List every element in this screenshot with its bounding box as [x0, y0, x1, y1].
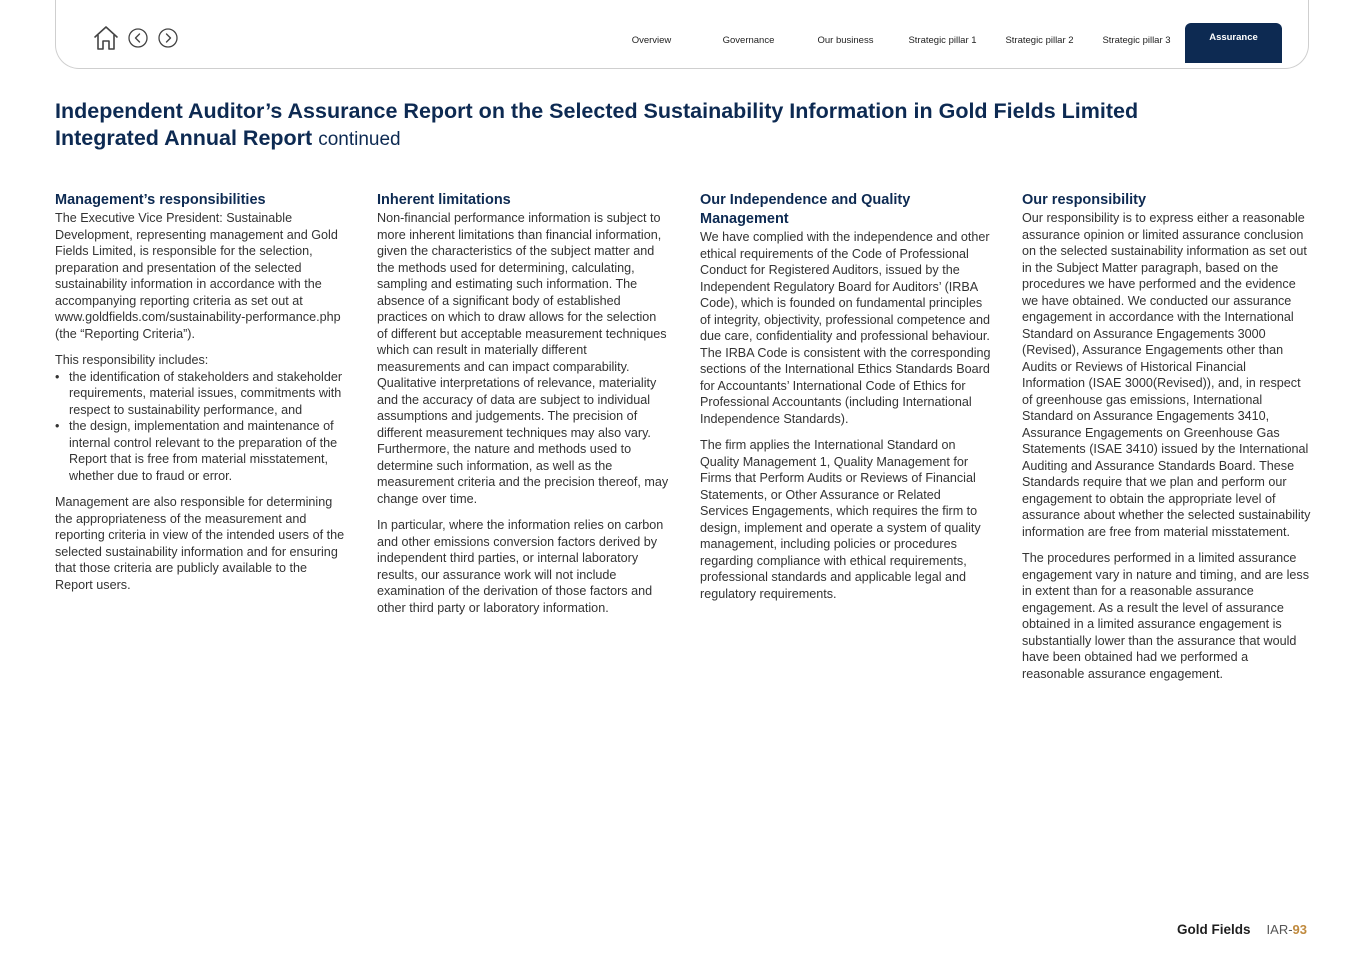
page-title-suffix: continued [318, 129, 401, 150]
page-title-main: Independent Auditor’s Assurance Report on the Selected Sustainability Information in Gold Fields Limited Integrated Annual Report [55, 99, 1139, 150]
chevron-left-icon[interactable] [128, 28, 148, 48]
section-heading: Management’s responsibilities [55, 192, 266, 208]
paragraph: We have complied with the independence and other ethical requirements of the Code of Professional Conduct for Registered Auditors, issued by the Independent Regulatory Board for Auditors’ (IRBA Code), which is founded on fundamental principles of integrity, objectivity, professional competence and due care, confidentiality and professional behaviour. The IRBA Code is consistent with the corresponding sections of the International Ethics Standards Board for Accountants’ International Code of Ethics for Professional Accountants (including International Independence Standards). [700, 230, 991, 426]
tab-our-business[interactable]: Our business [817, 34, 874, 46]
paragraph: Non-financial performance information is subject to more inherent limitations than financial information, given the characteristics of the subject matter and the methods used for determining, calculating, sampling and estimating such information. The absence of a significant body of established practices on which to draw allows for the selection of different but acceptable measurement techniques which can result in materially different measurements and can impact comparability. Qualitative interpretations of relevance, materiality and the accuracy of data are subject to individual assumptions and judgements. The precision of different measurement techniques may also vary. Furthermore, the nature and methods used to determine such information, as well as the measurement criteria and the precision thereof, may change over time. [377, 211, 669, 506]
paragraph: Our responsibility is to express either a reasonable assurance opinion or limited assurance conclusion on the selected sustainability information as set out in the Subject Matter paragraph, based on the procedures we have performed and the evidence we have obtained. We conducted our assurance engagement in accordance with the International Standard on Assurance Engagements 3000 (Revised), Assurance Engagements other than Audits or Reviews of Historical Financial Information (ISAE 3000(Revised)), and, in respect of greenhouse gas emissions, International Standard on Assurance Engagements 3410, Assurance Engagements on Greenhouse Gas Statements (ISAE 3410) issued by the International Auditing and Assurance Standards Board. These Standards require that we plan and perform our engagement to obtain the appropriate level of assurance about whether the selected sustainability information are free from material misstatement. [1022, 211, 1311, 539]
footer-brand: Gold Fields [1177, 922, 1251, 937]
paragraph: In particular, where the information relies on carbon and other emissions conversion factors derived by independent third parties, or internal laboratory results, our assurance work will not include examination of the derivation of those factors and other third party or laboratory information. [377, 518, 664, 615]
page-title [55, 98, 1175, 153]
paragraph: Management are also responsible for determining the appropriateness of the measurement and reporting criteria in view of the intended users of the selected sustainability information and for ensuring that those criteria are publicly available to the Report users. [55, 495, 345, 592]
nav-icons [92, 24, 188, 52]
column-independence-quality [700, 191, 992, 612]
page-number: 93 [1292, 922, 1307, 937]
column-our-responsibility [1022, 191, 1312, 692]
tab-overview[interactable]: Overview [631, 34, 672, 46]
section-heading: Our responsibility [1022, 192, 1147, 208]
tab-assurance[interactable]: Assurance [1185, 23, 1282, 65]
list-item: • the identification of stakeholders and stakeholder requirements, material issues, commitments with respect to sustainability performance, and [55, 369, 347, 419]
nav-tabs [603, 23, 1282, 65]
bullet-list [55, 369, 347, 485]
footer-report-code: IAR- [1266, 922, 1293, 937]
tab-strategic-pillar-2[interactable]: Strategic pillar 2 [1005, 34, 1074, 46]
column-inherent-limitations [377, 191, 669, 626]
column-management-responsibilities [55, 191, 347, 603]
tab-strategic-pillar-1[interactable]: Strategic pillar 1 [908, 34, 977, 46]
home-icon[interactable] [92, 24, 120, 52]
tab-governance[interactable]: Governance [722, 34, 775, 46]
page-footer [1177, 922, 1307, 937]
section-heading: Inherent limitations [377, 192, 511, 208]
paragraph: The Executive Vice President: Sustainable Development, representing management and Gold Fields Limited, is responsible for the selection, preparation and presentation of the selected sustainability information in accordance with the accompanying reporting criteria as set out at www.goldfields.com/sustainability-performance.php (the “Reporting Criteria”). [55, 211, 341, 341]
top-navigation-bar [55, 0, 1309, 69]
list-item: • the design, implementation and maintenance of internal control relevant to the preparation of the Report that is free from material misstatement, whether due to fraud or error. [55, 418, 347, 484]
paragraph: The firm applies the International Standard on Quality Management 1, Quality Management for Firms that Perform Audits or Reviews of Financial Statements, or Other Assurance or Related Services Engagements, which requires the firm to design, implement and operate a system of quality management, including policies or procedures regarding compliance with ethical requirements, professional standards and applicable legal and regulatory requirements. [700, 438, 981, 601]
tab-strategic-pillar-3[interactable]: Strategic pillar 3 [1102, 34, 1171, 46]
paragraph: This responsibility includes: [55, 353, 209, 367]
section-heading: Our Independence and Quality Management [700, 192, 911, 227]
paragraph: The procedures performed in a limited assurance engagement vary in nature and timing, and are less in extent than for a reasonable assurance engagement. As a result the level of assurance obtained in a limited assurance engagement is substantially lower than the assurance that would have been obtained had we performed a reasonable assurance engagement. [1022, 551, 1310, 681]
chevron-right-icon[interactable] [158, 28, 178, 48]
